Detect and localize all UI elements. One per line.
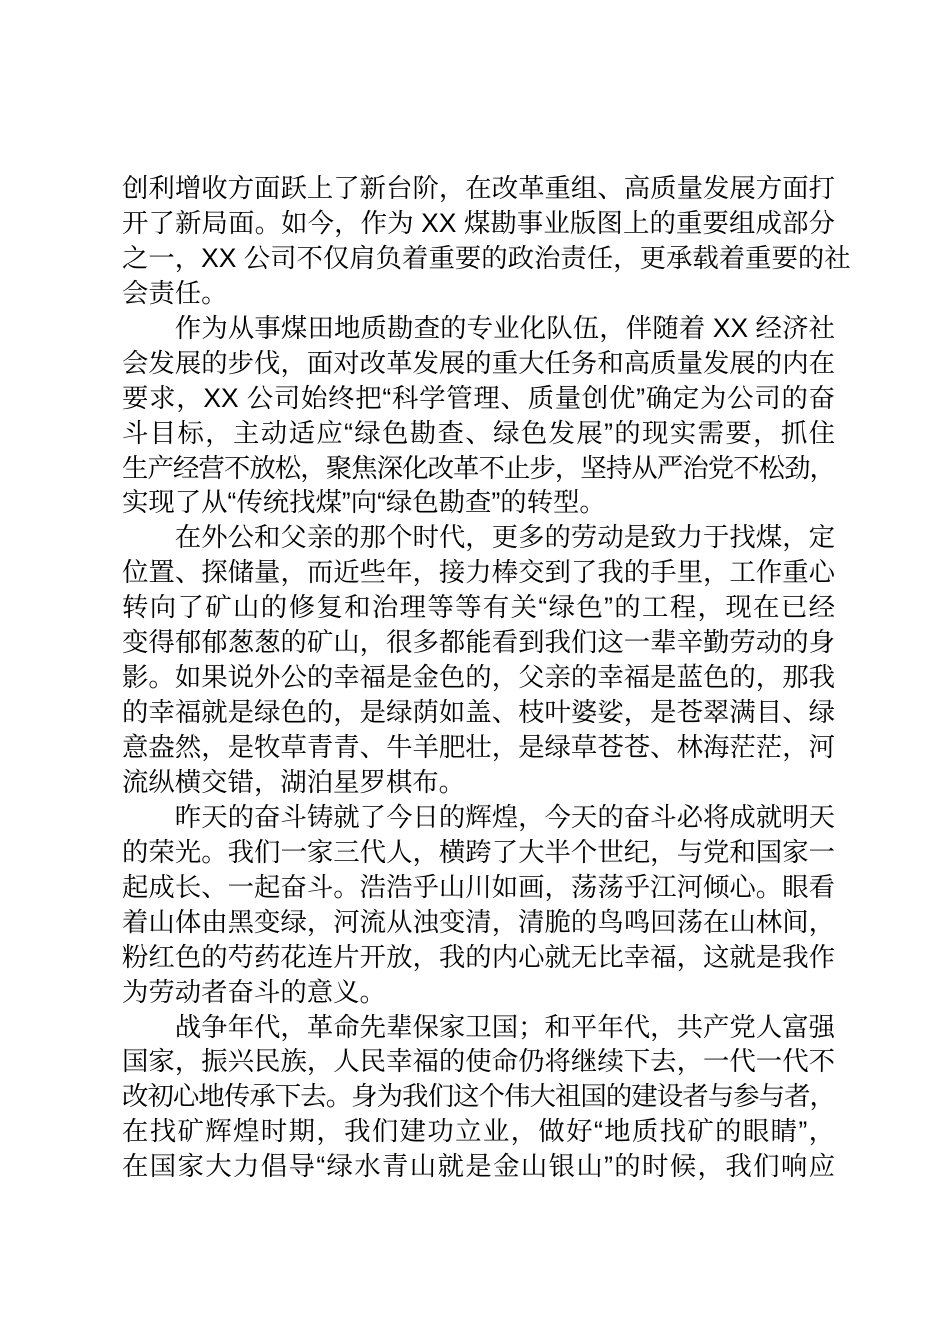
text-line: 的荣光。我们一家三代人，横跨了大半个世纪，与党和国家一 xyxy=(122,836,835,867)
text-line: 创利增收方面跃上了新台阶，在改革重组、高质量发展方面打 xyxy=(122,173,835,203)
text-line: 要求，XX 公司始终把“科学管理、质量创优”确定为公司的奋 xyxy=(122,382,835,413)
text-line: 在国家大力倡导“绿水青山就是金山银山”的时候，我们响应 xyxy=(122,1151,835,1182)
text-line: 开了新局面。如今，作为 XX 煤勘事业版图上的重要组成部分 xyxy=(122,207,835,238)
text-line: 昨天的奋斗铸就了今日的辉煌，今天的奋斗必将成就明天 xyxy=(174,801,835,832)
text-line: 作为从事煤田地质勘查的专业化队伍，伴随着 XX 经济社 xyxy=(174,312,835,343)
paragraph-4 xyxy=(122,800,835,1010)
text-line: 为劳动者奋斗的意义。 xyxy=(122,976,386,1007)
text-line: 在外公和父亲的那个时代，更多的劳动是致力于找煤，定 xyxy=(174,522,835,553)
text-line: 战争年代，革命先辈保家卫国；和平年代，共产党人富强 xyxy=(174,1011,835,1042)
text-line: 转向了矿山的修复和治理等等有关“绿色”的工程，现在已经 xyxy=(122,592,835,623)
text-line: 斗目标，主动适应“绿色勘查、绿色发展”的现实需要，抓住 xyxy=(122,417,835,448)
text-line: 国家，振兴民族，人民幸福的使命仍将继续下去，一代一代不 xyxy=(122,1046,835,1077)
text-line: 变得郁郁葱葱的矿山，很多都能看到我们这一辈辛勤劳动的身 xyxy=(122,627,835,658)
text-line: 生产经营不放松，聚焦深化改革不止步，坚持从严治党不松劲， xyxy=(122,452,835,483)
text-line: 会责任。 xyxy=(122,277,228,308)
document-content xyxy=(122,171,851,1184)
text-line: 位置、探储量，而近些年，接力棒交到了我的手里，工作重心 xyxy=(122,557,835,588)
text-line: 改初心地传承下去。身为我们这个伟大祖国的建设者与参与者， xyxy=(122,1081,835,1112)
paragraph-1 xyxy=(122,171,851,311)
text-line: 影。如果说外公的幸福是金色的，父亲的幸福是蓝色的，那我 xyxy=(122,662,835,693)
text-line: 着山体由黑变绿，河流从浊变清，清脆的鸟鸣回荡在山林间， xyxy=(122,906,835,937)
paragraph-3 xyxy=(122,520,835,800)
text-line: 在找矿辉煌时期，我们建功立业，做好“地质找矿的眼睛”， xyxy=(122,1116,835,1147)
text-line: 意盎然，是牧草青青、牛羊肥壮，是绿草苍苍、林海茫茫，河 xyxy=(122,732,835,762)
paragraph-5 xyxy=(122,1010,835,1185)
text-line: 起成长、一起奋斗。浩浩乎山川如画，荡荡乎江河倾心。眼看 xyxy=(122,871,835,902)
text-line: 流纵横交错，湖泊星罗棋布。 xyxy=(122,766,466,797)
paragraph-2 xyxy=(122,311,835,521)
text-line: 的幸福就是绿色的，是绿荫如盖、枝叶婆娑，是苍翠满目、绿 xyxy=(122,697,835,728)
text-line: 粉红色的芍药花连片开放，我的内心就无比幸福，这就是我作 xyxy=(122,941,835,972)
text-line: 会发展的步伐，面对改革发展的重大任务和高质量发展的内在 xyxy=(122,347,835,378)
text-line: 实现了从“传统找煤”向“绿色勘查”的转型。 xyxy=(122,487,606,518)
text-line: 之一，XX 公司不仅肩负着重要的政治责任，更承载着重要的社 xyxy=(122,242,851,273)
